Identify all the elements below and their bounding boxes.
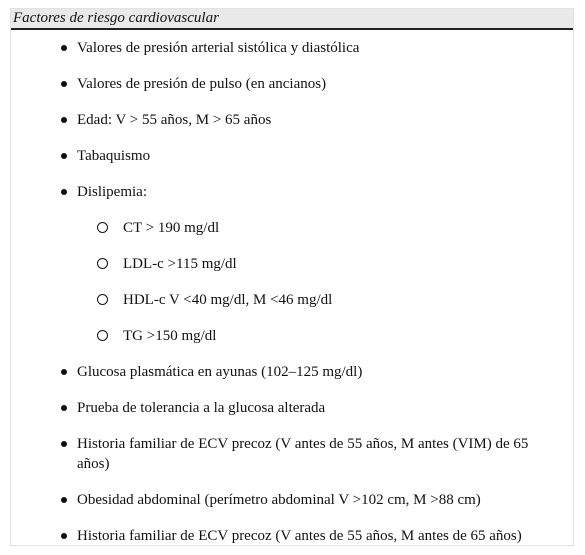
bullet-icon bbox=[61, 117, 67, 123]
sub-list-item bbox=[123, 290, 543, 310]
sub-list-item-text: TG >150 mg/dl bbox=[123, 328, 217, 344]
list-item-text: Dislipemia: bbox=[77, 184, 147, 200]
list-item-text: Tabaquismo bbox=[77, 148, 151, 164]
bullet-icon bbox=[61, 405, 67, 411]
list-item bbox=[77, 362, 557, 382]
bullet-icon bbox=[61, 533, 67, 539]
bullet-icon bbox=[61, 153, 67, 159]
sub-list-item bbox=[123, 326, 543, 346]
sub-list-item-text: LDL-c >115 mg/dl bbox=[123, 256, 237, 272]
bullet-icon bbox=[61, 497, 67, 503]
circle-bullet-icon bbox=[97, 258, 108, 269]
circle-bullet-icon bbox=[97, 330, 108, 341]
list-item bbox=[77, 490, 557, 510]
sub-list-item bbox=[123, 218, 543, 238]
list-item-text: Edad: V > 55 años, M > 65 años bbox=[77, 112, 272, 128]
bullet-icon bbox=[61, 441, 67, 447]
list-item-text: Valores de presión arterial sistólica y diastólica bbox=[77, 40, 360, 56]
list-item bbox=[77, 526, 557, 546]
list-item bbox=[77, 74, 557, 94]
circle-bullet-icon bbox=[97, 294, 108, 305]
list-item bbox=[77, 146, 557, 166]
list-item bbox=[77, 434, 557, 474]
sub-list-item bbox=[123, 254, 543, 274]
list-item bbox=[77, 110, 557, 130]
list-item bbox=[77, 182, 557, 202]
list-item bbox=[77, 398, 557, 418]
circle-bullet-icon bbox=[97, 222, 108, 233]
list-item-text: Historia familiar de ECV precoz (V antes de 55 años, M antes (VIM) de 65 años) bbox=[77, 436, 529, 472]
list-item-text: Prueba de tolerancia a la glucosa alterada bbox=[77, 400, 326, 416]
list-item-text: Valores de presión de pulso (en ancianos) bbox=[77, 76, 327, 92]
list-item-text: Glucosa plasmática en ayunas (102–125 mg/dl) bbox=[77, 364, 363, 380]
table-caption: Factores de riesgo cardiovascular bbox=[11, 9, 573, 30]
bullet-icon bbox=[61, 189, 67, 195]
risk-factors-table bbox=[10, 8, 574, 546]
bullet-icon bbox=[61, 81, 67, 87]
list-item-text: Historia familiar de ECV precoz (V antes de 55 años, M antes de 65 años) bbox=[77, 528, 522, 544]
sub-list-item-text: CT > 190 mg/dl bbox=[123, 220, 220, 236]
list-item bbox=[77, 38, 557, 58]
sub-list-item-text: HDL-c V <40 mg/dl, M <46 mg/dl bbox=[123, 292, 333, 308]
list-item-text: Obesidad abdominal (perímetro abdominal V >102 cm, M >88 cm) bbox=[77, 492, 481, 508]
bullet-icon bbox=[61, 369, 67, 375]
bullet-icon bbox=[61, 45, 67, 51]
